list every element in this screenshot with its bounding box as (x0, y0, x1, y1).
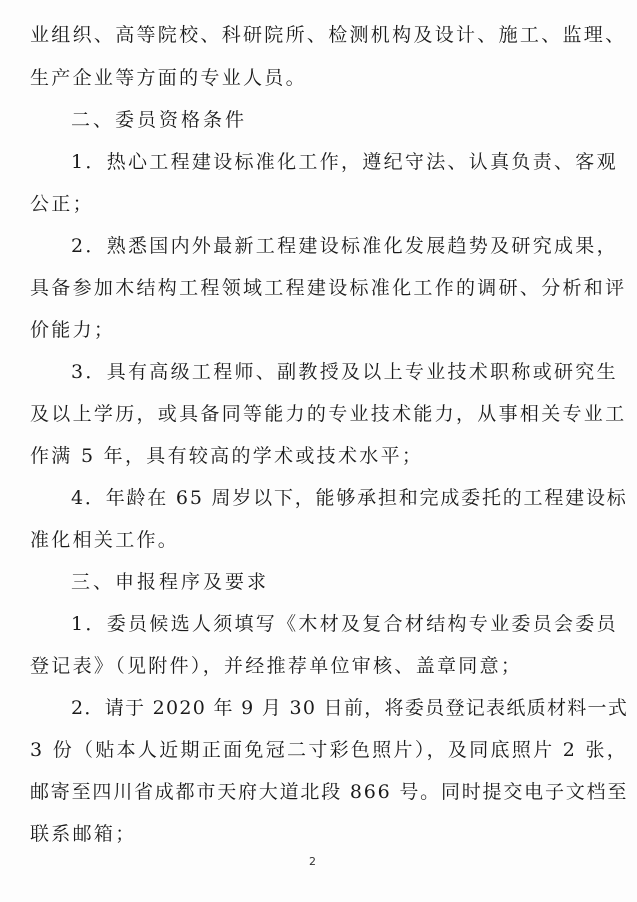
text-line: 具备参加木结构工程领域工程建设标准化工作的调研、分析和评 (30, 277, 627, 299)
list-item-text: 1．热心工程建设标准化工作，遵纪守法、认真负责、客观 (71, 151, 618, 173)
list-item-text: 3．具有高级工程师、副教授及以上专业技术职称或研究生 (71, 361, 618, 383)
text-line: 价能力； (30, 319, 116, 341)
text-line: 联系邮箱； (30, 823, 137, 845)
list-item-text: 1．委员候选人须填写《木材及复合材结构专业委员会委员 (71, 613, 618, 635)
text-line: 公正； (30, 193, 94, 215)
text-line: 邮寄至四川省成都市天府大道北段 866 号。同时提交电子文档至 (30, 781, 629, 803)
text-line: 作满 5 年，具有较高的学术或技术水平； (30, 445, 424, 467)
text-line: 业组织、高等院校、科研院所、检测机构及设计、施工、监理、 (30, 24, 627, 46)
text-line: 准化相关工作。 (30, 529, 180, 551)
text-line: 生产企业等方面的专业人员。 (30, 67, 307, 89)
text-line: 3 份（贴本人近期正面免冠二寸彩色照片），及同底照片 2 张， (30, 739, 629, 761)
section-heading-qualifications: 二、委员资格条件 (71, 109, 248, 131)
section-heading-procedure: 三、申报程序及要求 (71, 571, 270, 593)
list-item-text: 2．请于 2020 年 9 月 30 日前，将委员登记表纸质材料一式 (71, 697, 629, 719)
page-number: 2 (309, 855, 316, 868)
text-line: 及以上学历，或具备同等能力的专业技术能力，从事相关专业工 (30, 403, 627, 425)
list-item-text: 4．年龄在 65 周岁以下，能够承担和完成委托的工程建设标 (71, 487, 628, 509)
list-item-text: 2．熟悉国内外最新工程建设标准化发展趋势及研究成果， (71, 235, 618, 257)
text-line: 登记表》（见附件），并经推荐单位审核、盖章同意； (30, 655, 523, 677)
